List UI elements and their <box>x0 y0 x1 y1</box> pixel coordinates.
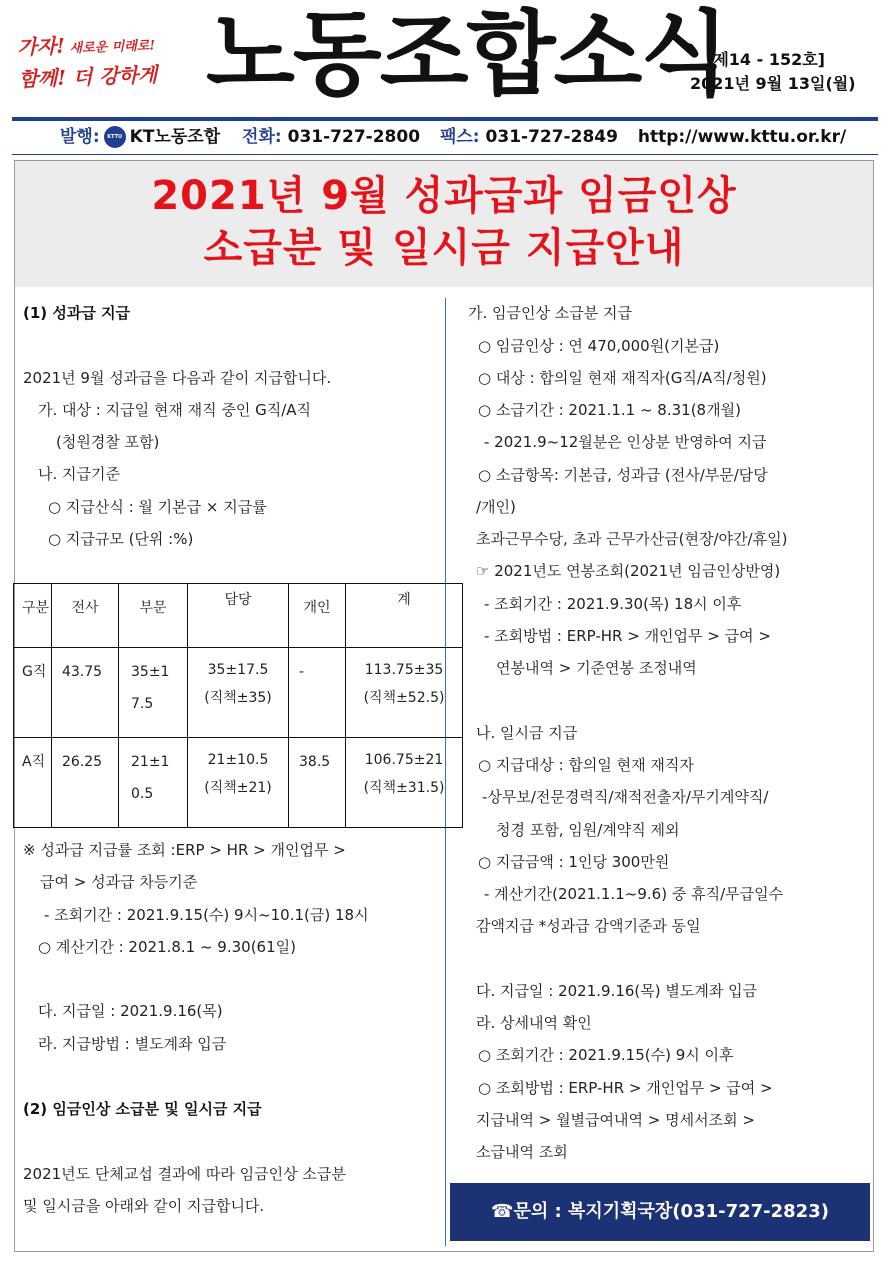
publisher-label: 발행: <box>60 127 100 147</box>
table-cell: - <box>289 648 346 738</box>
right-line: 감액지급 *성과급 감액기준과 동일 <box>476 917 701 935</box>
table-cell: 21±10.5 <box>119 738 188 828</box>
table-cell <box>346 648 463 738</box>
right-line: ○ 지급금액 : 1인당 300만원 <box>478 853 670 871</box>
right-line: 가. 임금인상 소급분 지급 <box>468 304 632 322</box>
issue-number: [제14 - 152호] <box>706 50 825 69</box>
right-line: -상무보/전문경력직/재적전출자/무기계약직/ <box>482 788 769 806</box>
table-cell: 35±17.5 <box>119 648 188 738</box>
fax-label: 팩스: <box>439 127 480 147</box>
right-line: ○ 소급항목: 기본급, 성과급 (전사/부문/담당 <box>478 466 768 484</box>
table-cell <box>188 648 289 738</box>
masthead-rule <box>12 117 878 121</box>
table-header-cell: 계 <box>346 584 463 648</box>
right-line: ○ 조회기간 : 2021.9.15(수) 9시 이후 <box>478 1046 734 1064</box>
kttu-logo-icon: KTTU <box>104 126 126 148</box>
section1-title: (1) 성과급 지급 <box>23 304 131 322</box>
right-line: 연봉내역 > 기준연봉 조정내역 <box>496 659 697 677</box>
fax-number: 031-727-2849 <box>485 127 618 147</box>
calc-period: ○ 계산기간 : 2021.8.1 ~ 9.30(61일) <box>38 938 296 956</box>
table-header-row <box>14 584 463 648</box>
table-header-cell: 전사 <box>52 584 119 648</box>
table-cell <box>346 738 463 828</box>
formula-line: ○ 지급산식 : 월 기본급 × 지급률 <box>48 498 267 516</box>
section2-title: (2) 임금인상 소급분 및 일시금 지급 <box>23 1100 262 1118</box>
damdang-note: (직책±35) <box>204 690 272 706</box>
headline-line-1: 2021년 9월 성과급과 임금인상 <box>151 173 737 219</box>
issue-date: 2021년 9월 13일(월) <box>690 74 856 93</box>
right-line: 초과근무수당, 초과 근무가산금(현장/야간/휴일) <box>476 530 788 548</box>
damdang-note: (직책±21) <box>204 780 272 796</box>
right-line: ☞ 2021년도 연봉조회(2021년 임금인상반영) <box>476 562 781 580</box>
right-line: ○ 임금인상 : 연 470,000원(기본급) <box>478 337 720 355</box>
right-line: ○ 지급대상 : 합의일 현재 재직자 <box>478 756 694 774</box>
table-row <box>14 648 463 738</box>
section2-body-1: 2021년도 단체교섭 결과에 따라 임금인상 소급분 <box>23 1165 346 1183</box>
criteria-heading: 나. 지급기준 <box>38 465 120 483</box>
table-header-cell: 부문 <box>119 584 188 648</box>
right-line: ○ 대상 : 합의일 현재 재직자(G직/A직/청원) <box>478 369 767 387</box>
total-note: (직책±52.5) <box>363 690 445 706</box>
total-value: 106.75±21 <box>364 752 444 768</box>
slogan <box>17 27 204 93</box>
right-line: - 2021.9~12월분은 인상분 반영하여 지급 <box>484 433 767 451</box>
headline-line-2: 소급분 및 일시금 지급안내 <box>203 225 685 271</box>
masthead-title: 노동조합소식 <box>206 1 728 108</box>
right-line: 소급내역 조회 <box>476 1143 568 1161</box>
table-cell: 43.75 <box>52 648 119 738</box>
table-row <box>14 738 463 828</box>
headline <box>15 170 873 274</box>
table-cell: 26.25 <box>52 738 119 828</box>
table-cell <box>188 738 289 828</box>
right-line: 라. 상세내역 확인 <box>476 1014 592 1032</box>
total-note: (직책±31.5) <box>363 780 445 796</box>
pay-date: 다. 지급일 : 2021.9.16(목) <box>38 1002 223 1020</box>
tel-number: 031-727-2800 <box>287 127 421 147</box>
note-line-1: ※ 성과급 지급률 조회 :ERP > HR > 개인업무 > <box>23 841 346 859</box>
publisher-rule <box>12 154 878 155</box>
target-line: 가. 대상 : 지급일 현재 재직 중인 G직/A직 <box>38 401 311 419</box>
right-line: ○ 소급기간 : 2021.1.1 ~ 8.31(8개월) <box>478 401 741 419</box>
slogan-line-2: 함께! 더 강하게 <box>18 62 158 92</box>
pay-method: 라. 지급방법 : 별도계좌 입금 <box>38 1035 227 1053</box>
tel-label: 전화: <box>242 127 282 147</box>
total-value: 113.75±35 <box>364 662 444 678</box>
scale-line: ○ 지급규모 (단위 :%) <box>48 530 194 548</box>
table-row-label: A직 <box>14 738 52 828</box>
publisher-org: KT노동조합 <box>129 127 221 147</box>
table-header-cell: 구분 <box>14 584 52 648</box>
query-period: - 조회기간 : 2021.9.15(수) 9시~10.1(금) 18시 <box>44 906 369 924</box>
right-line: /개인) <box>476 498 516 516</box>
table-header-cell: 개인 <box>289 584 346 648</box>
website-link[interactable]: http://www.kttu.or.kr/ <box>637 127 847 147</box>
table-header-cell: 담당 <box>188 584 289 648</box>
table-cell: 38.5 <box>289 738 346 828</box>
right-line: - 조회방법 : ERP-HR > 개인업무 > 급여 > <box>484 627 771 645</box>
right-line: 지급내역 > 월별급여내역 > 명세서조회 > <box>476 1111 755 1129</box>
bonus-rate-table <box>13 583 463 828</box>
right-line: - 계산기간(2021.1.1~9.6) 중 휴직/무급일수 <box>484 885 784 903</box>
right-line: - 조회기간 : 2021.9.30(목) 18시 이후 <box>484 595 742 613</box>
section1-intro: 2021년 9월 성과급을 다음과 같이 지급합니다. <box>23 369 332 387</box>
right-line: 나. 일시금 지급 <box>476 724 578 742</box>
damdang-value: 21±10.5 <box>207 752 269 768</box>
section2-body-2: 및 일시금을 아래와 같이 지급합니다. <box>23 1197 265 1215</box>
contact-box: ☎문의 : 복지기획국장(031-727-2823) <box>450 1183 870 1241</box>
right-line: 다. 지급일 : 2021.9.16(목) 별도계좌 입금 <box>476 982 758 1000</box>
damdang-value: 35±17.5 <box>207 662 269 678</box>
publisher-bar <box>12 122 878 152</box>
right-line: 청경 포함, 임원/계약직 제외 <box>496 821 680 839</box>
slogan-line-1: 가자! 새로운 미래로! <box>17 33 156 60</box>
right-line: ○ 조회방법 : ERP-HR > 개인업무 > 급여 > <box>478 1079 773 1097</box>
target-line-2: (청원경찰 포함) <box>56 433 160 451</box>
issue-info <box>690 48 856 96</box>
table-row-label: G직 <box>14 648 52 738</box>
note-line-2: 급여 > 성과급 차등기준 <box>40 873 198 891</box>
